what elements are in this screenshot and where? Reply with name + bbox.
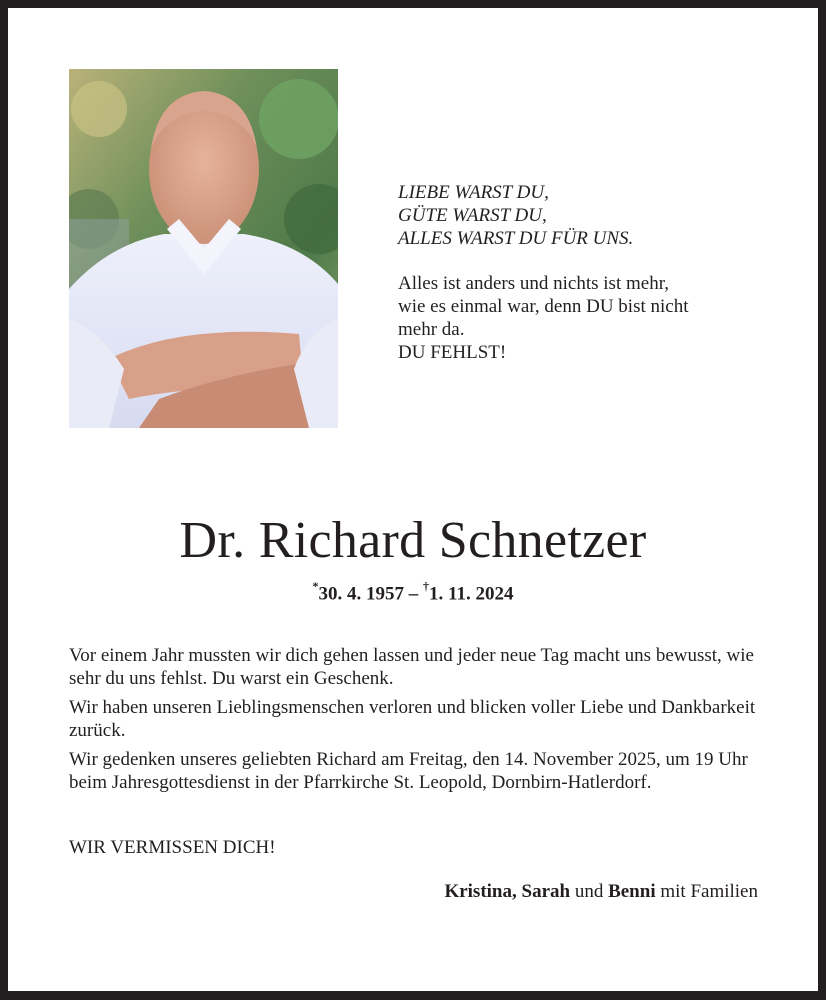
- poem-line: wie es einmal war, denn DU bist nicht: [398, 296, 689, 317]
- poem-italic-line: LIEBE WARST DU,: [398, 182, 549, 203]
- poem: [398, 181, 778, 364]
- poem-gap: [398, 250, 778, 272]
- obituary-card: [8, 8, 818, 991]
- closing-line: WIR VERMISSEN DICH!: [69, 837, 276, 858]
- paragraph: Wir gedenken unseres geliebten Richard am Freitag, den 14. November 2025, um 19 Uhr beim Jahresgottesdienst in der Pfarrkirche St. Leopold, Dornbirn-Hatlerdorf.: [69, 749, 748, 793]
- signature-suffix: mit Familien: [655, 881, 758, 902]
- birth-symbol: *: [312, 579, 319, 593]
- poem-line: Alles ist anders und nichts ist mehr,: [398, 273, 670, 294]
- signature-conjunction: und: [570, 881, 609, 902]
- life-dates: [8, 576, 818, 606]
- paragraph: Wir haben unseren Lieblingsmenschen verloren und blicken voller Liebe und Dankbarkeit zurück.: [69, 697, 756, 741]
- portrait-image: [69, 69, 338, 428]
- birth-date: 30. 4. 1957: [318, 583, 405, 605]
- memorial-text: [69, 644, 769, 800]
- death-symbol: †: [423, 579, 430, 593]
- death-date: 1. 11. 2024: [429, 583, 514, 605]
- poem-italic-line: GÜTE WARST DU,: [398, 205, 547, 226]
- deceased-name: Dr. Richard Schnetzer: [179, 512, 647, 569]
- signer-name: Kristina,: [444, 881, 517, 902]
- paragraph: Vor einem Jahr mussten wir dich gehen lassen und jeder neue Tag macht uns bewusst, wie sehr du uns fehlst. Du warst ein Geschenk.: [69, 645, 754, 689]
- portrait-photo: [69, 69, 338, 428]
- signer-name: Sarah: [521, 881, 571, 902]
- date-separator: –: [404, 583, 424, 605]
- poem-line: mehr da.: [398, 319, 465, 340]
- poem-line: DU FEHLST!: [398, 342, 507, 363]
- poem-italic-line: ALLES WARST DU FÜR UNS.: [398, 228, 634, 249]
- signer-name: Benni: [608, 881, 656, 902]
- signature: [444, 880, 758, 903]
